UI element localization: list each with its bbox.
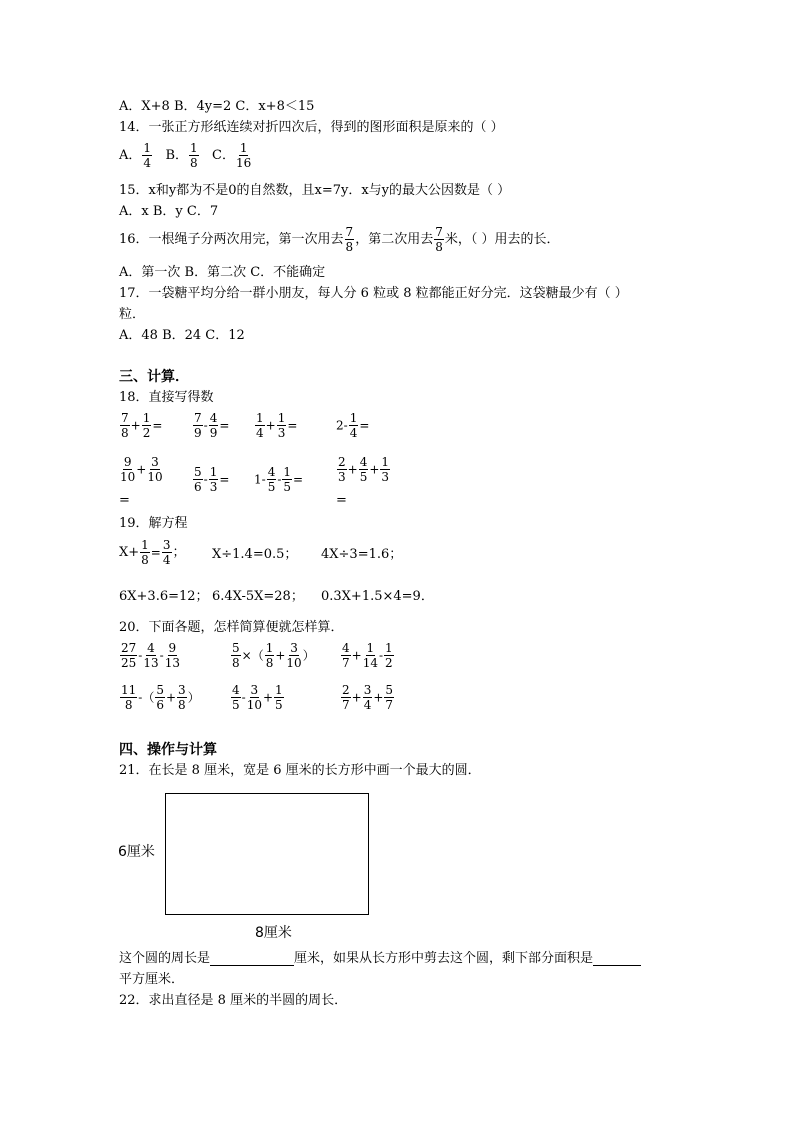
fraction: $\frac{1}{8}$: [190, 141, 198, 170]
fraction: $\frac{7}{8}$: [345, 225, 354, 254]
fraction: $\frac{7}{8}$: [435, 225, 443, 254]
q19-eq-5: 6.4X-5X=28；: [212, 589, 304, 604]
q21-text: 21．在长是 8 厘米，宽是 6 厘米的长方形中画一个最大的圆．: [119, 763, 481, 778]
q20-item: $\frac{27}{25}$ - $\frac{4}{13}$ - $\frac{9}{13}$: [121, 641, 180, 670]
q15-options: A．x B．y C．7: [119, 204, 219, 219]
q14-option-b: B．: [165, 148, 188, 163]
q20-item: $\frac{5}{8}$ ×（ $\frac{1}{8}$ + $\frac{3}{10}$ ）: [232, 641, 315, 670]
q18-equals: =: [119, 493, 130, 508]
answer-blank[interactable]: [593, 952, 641, 966]
q20-item: $\frac{2}{7}$ + $\frac{3}{4}$ + $\frac{5}{7}$: [342, 683, 394, 712]
rectangle-figure: [165, 793, 369, 915]
q18-equals: =: [336, 493, 347, 508]
q18-item: $\frac{7}{8}$ + $\frac{1}{2}$ =: [121, 411, 163, 440]
q19-eq-6: 0.3X+1.5×4=9．: [321, 589, 434, 604]
q18-item: 1- $\frac{4}{5}$ - $\frac{1}{5}$ =: [254, 465, 304, 494]
fraction: $\frac{1}{16}$: [236, 141, 252, 170]
q22-text: 22．求出直径是 8 厘米的半圆的周长．: [119, 993, 348, 1008]
q15-text: 15．x和y都为不是0的自然数，且x=7y．x与y的最大公因数是（ ）: [119, 183, 511, 198]
q14-option-c: C．: [212, 148, 235, 163]
q17-text: 17．一袋糖平均分给一群小朋友，每人分 6 粒或 8 粒都能正好分完．这袋糖最少有（ ）: [119, 286, 628, 301]
section-4-heading: 四、操作与计算: [119, 742, 217, 758]
answer-blank[interactable]: [210, 952, 294, 966]
q16-text: 16．一根绳子分两次用完，第一次用去 $\frac{7}{8}$ ，第二次用去 $\frac{7}{8}$ 米，（ ）用去的长．: [119, 225, 560, 254]
q18-item: $\frac{9}{10}$ + $\frac{3}{10}$: [120, 455, 163, 484]
q18-item: $\frac{1}{4}$ + $\frac{1}{3}$ =: [256, 411, 298, 440]
q19-eq-1: X+ $\frac{1}{8}$ = $\frac{3}{4}$ ；: [119, 538, 186, 567]
q17-cont: 粒．: [119, 307, 146, 322]
width-label: 8厘米: [255, 925, 292, 941]
q18-item: 2- $\frac{1}{4}$ =: [336, 411, 370, 440]
fraction: $\frac{1}{4}$: [143, 141, 152, 170]
q13-options: A．X+8 B．4y=2 C．x+8＜15: [119, 99, 315, 114]
q18-item: $\frac{7}{9}$ - $\frac{4}{9}$ =: [194, 411, 230, 440]
q14-options: [119, 142, 252, 169]
q19-eq-3: 4X÷3=1.6；: [321, 547, 403, 562]
q20-item: $\frac{11}{8}$ -（ $\frac{5}{6}$ + $\frac{3}{8}$ ）: [121, 683, 200, 712]
q14-option-a: A．: [119, 148, 142, 163]
q19-eq-2: X÷1.4=0.5；: [212, 547, 298, 562]
q18-title: 18．直接写得数: [119, 390, 214, 405]
q21-answer-line: 这个圆的周长是 厘米，如果从长方形中剪去这个圆，剩下部分面积是: [119, 952, 641, 966]
q19-eq-4: 6X+3.6=12；: [119, 589, 209, 604]
q21-answer-unit: 平方厘米．: [119, 972, 185, 987]
q20-item: $\frac{4}{7}$ + $\frac{1}{14}$ - $\frac{1}{2}$: [342, 641, 393, 670]
section-3-heading: 三、计算．: [119, 369, 189, 385]
q18-item: $\frac{2}{3}$ + $\frac{4}{5}$ + $\frac{1}{3}$: [338, 455, 390, 484]
q14-text: 14．一张正方形纸连续对折四次后，得到的图形面积是原来的（ ）: [119, 120, 504, 135]
q18-item: $\frac{5}{6}$ - $\frac{1}{3}$ =: [194, 465, 230, 494]
q20-title: 20．下面各题，怎样简算便就怎样算．: [119, 620, 344, 635]
height-label: 6厘米: [118, 844, 155, 860]
q20-item: $\frac{4}{5}$ - $\frac{3}{10}$ + $\frac{1}{5}$: [232, 683, 283, 712]
q17-options: A．48 B．24 C．12: [119, 328, 245, 343]
q19-title: 19．解方程: [119, 516, 188, 531]
q16-options: A．第一次 B．第二次 C．不能确定: [119, 265, 326, 280]
